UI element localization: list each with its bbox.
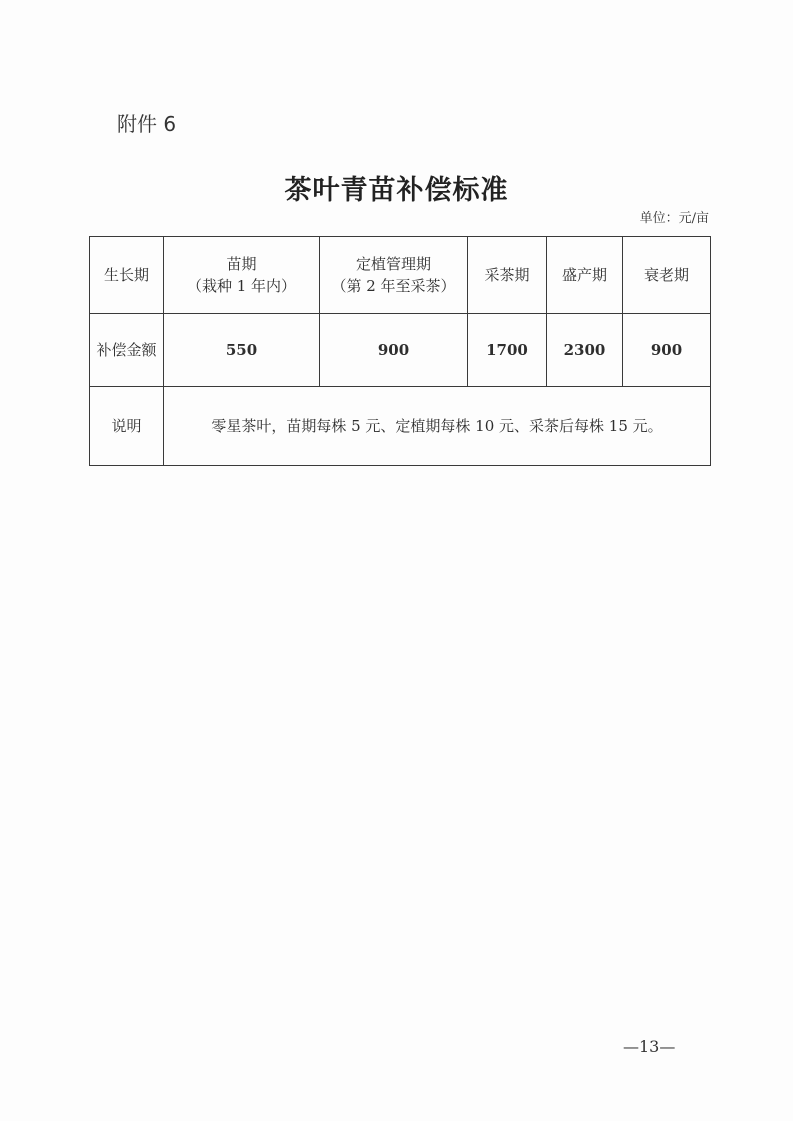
- header-cell-growth-stage: 生长期: [90, 237, 164, 314]
- compensation-table: [89, 236, 711, 466]
- header-cell-seedling: [164, 237, 320, 314]
- document-title: 茶叶青苗补偿标准: [284, 175, 509, 206]
- amount-cell-aging: 900: [623, 314, 711, 387]
- header-cell-picking: 采茶期: [468, 237, 547, 314]
- header-cell-planting-management: [320, 237, 468, 314]
- header-cell-peak-production: 盛产期: [547, 237, 623, 314]
- header-cell-planting-line2: （第 2 年至采茶）: [331, 277, 456, 295]
- attachment-label: 附件 6: [117, 112, 177, 136]
- table-row-note: [90, 387, 711, 466]
- unit-label: 单位：元/亩: [639, 211, 709, 226]
- amount-cell-planting-management: 900: [320, 314, 468, 387]
- amount-cell-picking: 1700: [468, 314, 547, 387]
- header-cell-seedling-line1: 苗期: [226, 255, 257, 273]
- header-cell-planting-line1: 定植管理期: [355, 255, 431, 273]
- header-cell-seedling-line2: （栽种 1 年内）: [186, 277, 297, 295]
- note-row-text: 零星茶叶，苗期每株 5 元、定植期每株 10 元、采茶后每株 15 元。: [164, 387, 711, 466]
- amount-row-label: 补偿金额: [90, 314, 164, 387]
- note-row-label: 说明: [90, 387, 164, 466]
- header-cell-aging: 衰老期: [623, 237, 711, 314]
- page-number: —13—: [623, 1037, 676, 1056]
- amount-cell-seedling: 550: [164, 314, 320, 387]
- table-row-amount: [90, 314, 711, 387]
- table-row-header: [90, 237, 711, 314]
- amount-cell-peak-production: 2300: [547, 314, 623, 387]
